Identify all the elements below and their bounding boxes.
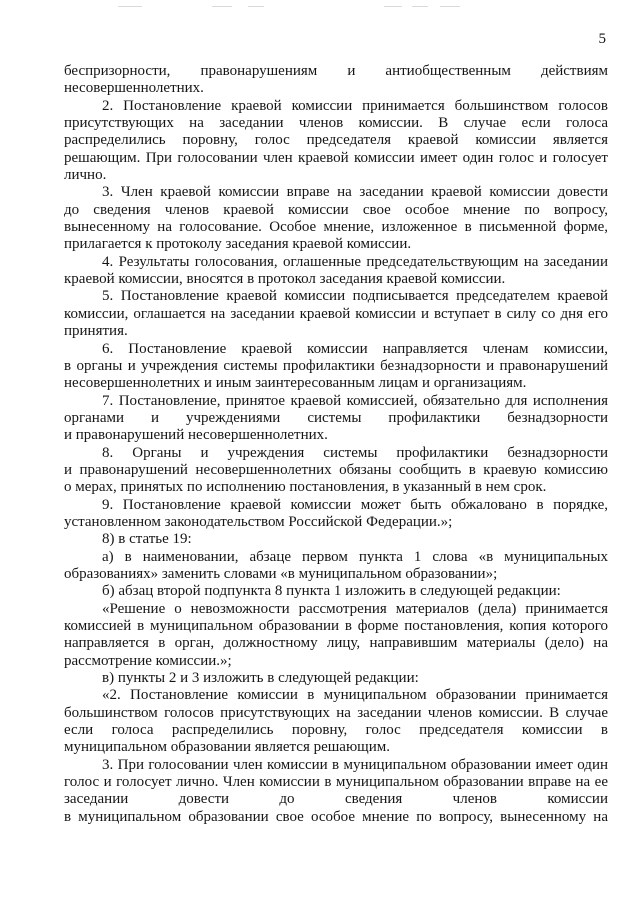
text-line: комиссии, оглашается на заседании краевой комиссии и вступает в силу со дня его (64, 305, 608, 322)
text-line: 2. Постановление краевой комиссии принимается большинством голосов (102, 97, 608, 114)
text-line: органами и учреждениями системы профилактики безнадзорности (64, 409, 608, 426)
text-line: 3. При голосовании член комиссии в муниципальном образовании имеет один (102, 756, 608, 773)
scan-artifact-line (440, 6, 460, 7)
text-line: образованиях» заменить словами «в муниципальном образовании»; (64, 565, 498, 582)
scan-artifact-line (248, 6, 264, 7)
paragraph (64, 184, 608, 253)
text-line: большинством голосов присутствующих на заседании членов комиссии. В случае (64, 704, 608, 721)
text-line: несовершеннолетних и иным заинтересованным лицам и организациям. (64, 375, 527, 392)
scan-artifact-line (412, 6, 428, 7)
paragraph (64, 549, 608, 584)
text-line: в органы и учреждения системы профилактики безнадзорности и правонарушений (64, 357, 608, 374)
scan-artifact-line (212, 6, 232, 7)
text-line: прилагается к протоколу заседания краевой комиссии. (64, 236, 412, 253)
page-number: 5 (598, 31, 606, 47)
text-line: распределились поровну, голос председателя краевой комиссии является (64, 132, 608, 149)
text-line: 8. Органы и учреждения системы профилактики безнадзорности (102, 444, 608, 461)
text-line: и правонарушений несовершеннолетних обязаны сообщить в краевую комиссию (64, 461, 608, 478)
paragraph (64, 445, 608, 497)
scan-artifact-line (118, 6, 142, 7)
paragraph (64, 393, 608, 445)
text-line: краевой комиссии, вносятся в протокол заседания краевой комиссии. (64, 271, 506, 288)
text-line: вынесенному на голосование. Особое мнение, изложенное в письменной форме, (64, 219, 608, 236)
text-line: рассмотрение комиссии.»; (64, 652, 232, 669)
text-line: о мерах, принятых по исполнению постановления, в указанный в нем срок. (64, 479, 547, 496)
text-line: муниципальном образовании является решающим. (64, 739, 390, 756)
text-line: 8) в статье 19: (102, 531, 192, 548)
text-line: голос и голосует лично. Член комиссии в муниципальном образовании вправе на ее (64, 774, 608, 791)
paragraph (64, 254, 608, 289)
text-line: 4. Результаты голосования, оглашенные председательствующим на заседании (102, 253, 608, 270)
paragraph (64, 98, 608, 185)
scan-artifact-line (384, 6, 402, 7)
paragraph (64, 757, 608, 826)
text-line: несовершеннолетних. (64, 80, 204, 97)
paragraph (64, 583, 608, 600)
text-line: 7. Постановление, принятое краевой комиссией, обязательно для исполнения (102, 392, 608, 409)
text-line: и правонарушений несовершеннолетних. (64, 427, 328, 444)
text-line: в муниципальном образовании свое особое мнение по вопросу, вынесенному на (64, 808, 608, 825)
paragraph (64, 687, 608, 756)
text-line: 3. Член краевой комиссии вправе на заседании краевой комиссии довести (102, 184, 608, 201)
text-line: б) абзац второй подпункта 8 пункта 1 изложить в следующей редакции: (102, 583, 561, 600)
text-line: 6. Постановление краевой комиссии направляется членам комиссии, (102, 340, 608, 357)
text-line: «Решение о невозможности рассмотрения материалов (дела) принимается (102, 600, 608, 617)
text-line: 9. Постановление краевой комиссии может быть обжаловано в порядке, (102, 496, 608, 513)
text-line: до сведения членов краевой комиссии свое особое мнение по вопросу, (64, 201, 608, 218)
text-line: лично. (64, 167, 107, 184)
text-line: принятия. (64, 323, 128, 340)
paragraph (64, 531, 608, 548)
body-text (64, 63, 608, 826)
paragraph (64, 288, 608, 340)
paragraph (64, 341, 608, 393)
text-line: а) в наименовании, абзаце первом пункта 1 слова «в муниципальных (102, 548, 608, 565)
paragraph (64, 670, 608, 687)
text-line: «2. Постановление комиссии в муниципальном образовании принимается (102, 687, 608, 704)
text-line: присутствующих на заседании членов комиссии. В случае если голоса (64, 115, 608, 132)
paragraph (64, 497, 608, 532)
text-line: если голоса распределились поровну, голос председателя комиссии в (64, 722, 608, 739)
text-line: комиссией в муниципальном образовании в форме постановления, копия которого (64, 618, 608, 634)
text-line: решающим. При голосовании член краевой комиссии имеет один голос и голосует (64, 149, 608, 166)
text-line: направляется в орган, должностному лицу, направившим материалы (дело) на (64, 635, 608, 652)
text-line: установленном законодательством Российской Федерации.»; (64, 513, 453, 530)
text-line: 5. Постановление краевой комиссии подписывается председателем краевой (102, 288, 608, 305)
text-line: заседании довести до сведения членов комиссии (64, 791, 608, 808)
text-line: в) пункты 2 и 3 изложить в следующей редакции: (102, 670, 419, 687)
paragraph (64, 601, 608, 670)
text-line: беспризорности, правонарушениям и антиобщественным действиям (64, 63, 608, 79)
paragraph-continued (64, 63, 608, 98)
